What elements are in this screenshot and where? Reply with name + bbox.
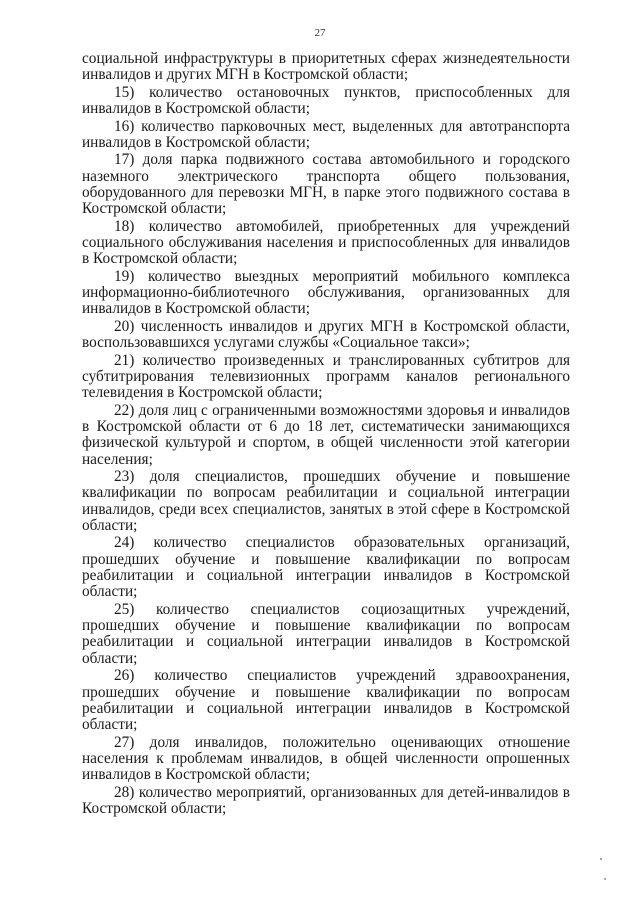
list-item-18: 18) количество автомобилей, приобретенных для учреждений социального обслуживания населения и приспособленных для инвалидов в Костромской области; [82, 217, 570, 268]
list-item-23: 23) доля специалистов, прошедших обучение и повышение квалификации по вопросам реабилитации и социальной интеграции инвалидов, среди всех специалистов, занятых в этой сфере в Костромской области; [82, 468, 570, 534]
list-item-21: 21) количество произведенных и транслированных субтитров для субтитрирования телевизионных программ каналов регионального телевидения в Костромской области; [82, 351, 570, 402]
page-number: 27 [314, 27, 326, 39]
list-item-20: 20) численность инвалидов и других МГН в Костромской области, воспользовавшихся услугами службы «Социальное такси»; [82, 317, 570, 352]
list-item-22: 22) доля лиц с ограниченными возможностями здоровья и инвалидов в Костромской области от 6 до 18 лет, систематически занимающихся физической культурой и спортом, в общей численности этой категории населения; [82, 401, 570, 468]
scan-speck [604, 878, 606, 880]
list-item-27: 27) доля инвалидов, положительно оценивающих отношение населения к проблемам инвалидов, в общей численности опрошенных инвалидов в Костромской области; [82, 733, 570, 784]
list-item-25: 25) количество специалистов социозащитных учреждений, прошедших обучение и повышение квалификации по вопросам реабилитации и социальной интеграции инвалидов в Костромской области; [82, 600, 570, 667]
list-item-24: 24) количество специалистов образовательных организаций, прошедших обучение и повышение квалификации по вопросам реабилитации и социальной интеграции инвалидов в Костромской области; [82, 534, 570, 601]
document-body [82, 51, 570, 817]
list-item-17: 17) доля парка подвижного состава автомобильного и городского наземного электрического транспорта общего пользования, оборудованного для перевозки МГН, в парке этого подвижного состава в Костромской области; [82, 151, 570, 218]
scan-speck [600, 858, 602, 860]
list-item-15: 15) количество остановочных пунктов, приспособленных для инвалидов в Костромской области; [82, 83, 570, 118]
paragraph-continuation: социальной инфраструктуры в приоритетных сферах жизнедеятельности инвалидов и других МГН в Костромской области; [82, 50, 570, 84]
list-item-28: 28) количество мероприятий, организованных для детей-инвалидов в Костромской области; [82, 783, 570, 817]
list-item-16: 16) количество парковочных мест, выделенных для автотранспорта инвалидов в Костромской области; [82, 117, 570, 151]
list-item-19: 19) количество выездных мероприятий мобильного комплекса информационно-библиотечного обслуживания, организованных для инвалидов в Костромской области; [82, 267, 570, 318]
list-item-26: 26) количество специалистов учреждений здравоохранения, прошедших обучение и повышение квалификации по вопросам реабилитации и социальной интеграции инвалидов в Костромской области; [82, 667, 570, 734]
